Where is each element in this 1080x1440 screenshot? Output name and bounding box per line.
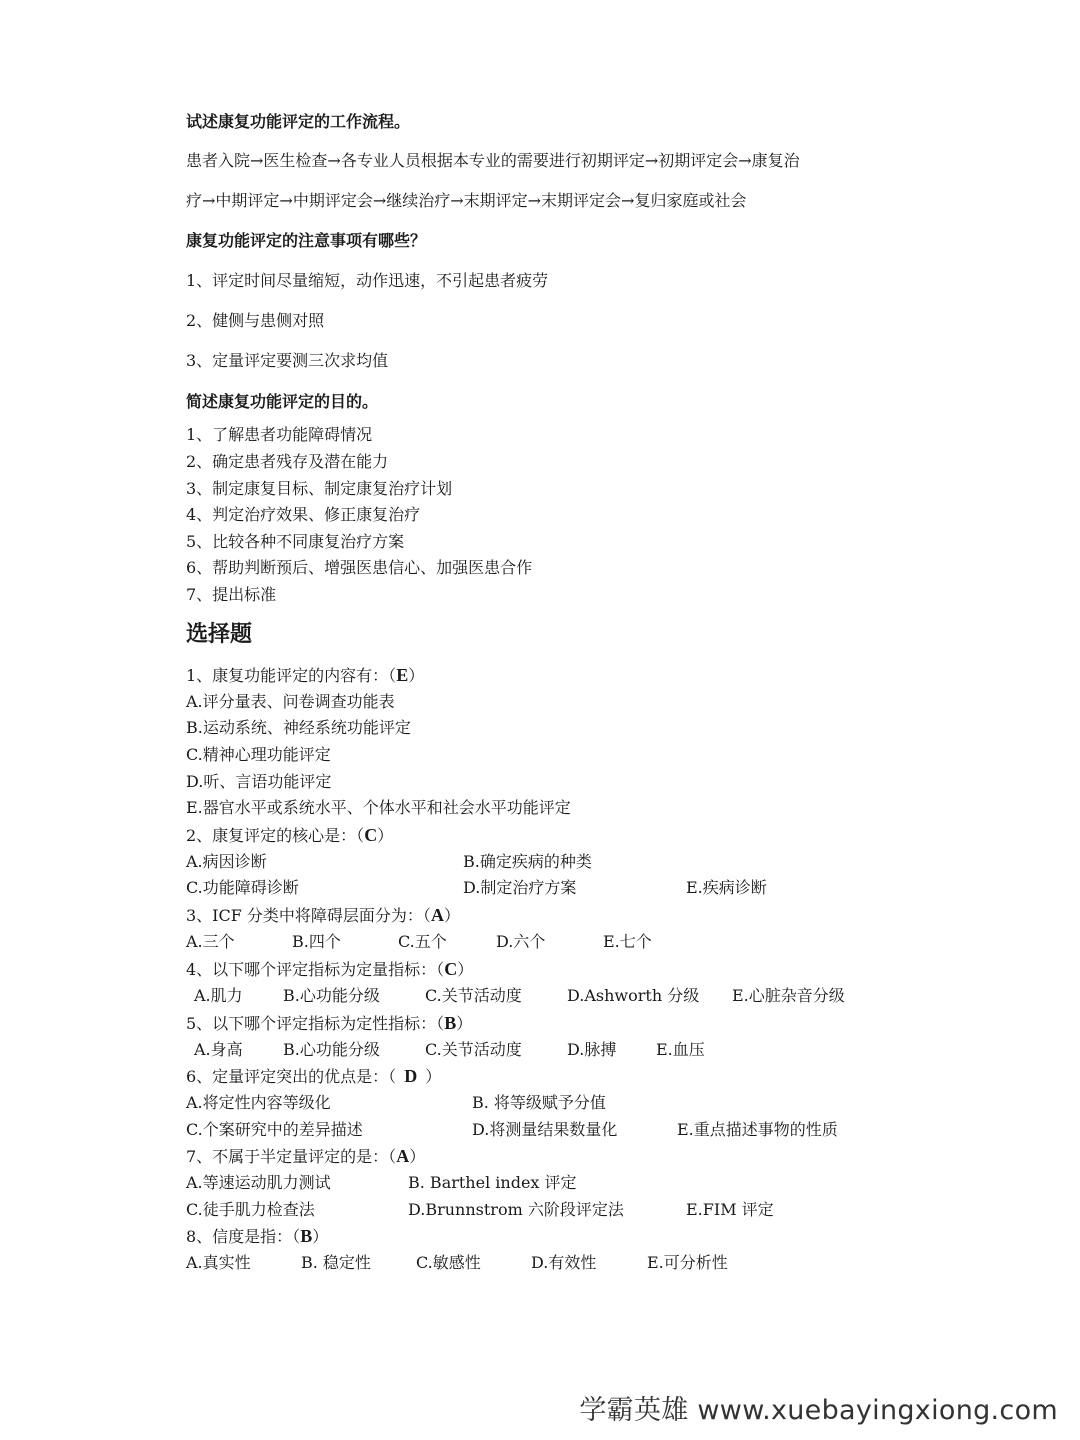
q5-option: A.身高 [194, 1040, 243, 1059]
question-close: ） [408, 666, 425, 685]
q3-option: A.三个 [186, 932, 235, 951]
q3-option: C.五个 [398, 932, 447, 951]
q4-option: D.Ashworth 分级 [567, 986, 700, 1005]
watermark: 学霸英雄 www.xuebayingxiong.com [579, 1395, 1058, 1426]
q7-option: A.等速运动肌力测试 [186, 1173, 331, 1192]
question-3 [186, 905, 460, 926]
q5-option: D.脉搏 [567, 1040, 617, 1059]
q1-option: A.评分量表、问卷调查功能表 [186, 692, 395, 711]
precaution-item: 1、评定时间尽量缩短，动作迅速，不引起患者疲劳 [186, 271, 549, 290]
question-stem: 7、不属于半定量评定的是：（ [186, 1147, 397, 1166]
q3-option: B.四个 [292, 932, 341, 951]
purpose-item: 4、判定治疗效果、修正康复治疗 [186, 505, 421, 524]
q7-option: B. Barthel index 评定 [408, 1173, 577, 1192]
question-stem: 8、信度是指：（ [186, 1227, 301, 1246]
question-close: ） [425, 1067, 442, 1086]
q7-option: D.Brunnstrom 六阶段评定法 [408, 1200, 624, 1219]
purpose-item: 2、确定患者残存及潜在能力 [186, 452, 389, 471]
q3-option: D.六个 [496, 932, 546, 951]
q1-option: B.运动系统、神经系统功能评定 [186, 718, 411, 737]
section-heading-purpose: 简述康复功能评定的目的。 [186, 392, 379, 411]
q8-option: C.敏感性 [416, 1253, 481, 1272]
q4-option: A.肌力 [194, 986, 243, 1005]
q6-option: E.重点描述事物的性质 [677, 1120, 838, 1139]
question-close: ） [312, 1227, 329, 1246]
question-close: ） [377, 826, 394, 845]
question-close: ） [443, 906, 460, 925]
purpose-item: 5、比较各种不同康复治疗方案 [186, 532, 405, 551]
question-answer: C [364, 825, 378, 845]
purpose-item: 1、了解患者功能障碍情况 [186, 425, 373, 444]
purpose-item: 3、制定康复目标、制定康复治疗计划 [186, 479, 453, 498]
q2-option: D.制定治疗方案 [463, 878, 577, 897]
section-heading-workflow: 试述康复功能评定的工作流程。 [186, 112, 411, 131]
precaution-item: 2、健侧与患侧对照 [186, 311, 325, 330]
q6-option: B. 将等级赋予分值 [472, 1093, 606, 1112]
question-stem: 1、康复功能评定的内容有：（ [186, 666, 397, 685]
question-7 [186, 1146, 425, 1167]
q2-option: B.确定疾病的种类 [463, 852, 592, 871]
purpose-item: 6、帮助判断预后、增强医患信心、加强医患合作 [186, 558, 533, 577]
question-stem: 2、康复评定的核心是：（ [186, 826, 365, 845]
q6-option: C.个案研究中的差异描述 [186, 1120, 363, 1139]
q1-option: D.听、言语功能评定 [186, 772, 332, 791]
q7-option: C.徒手肌力检查法 [186, 1200, 315, 1219]
question-answer: C [444, 959, 458, 979]
precaution-item: 3、定量评定要测三次求均值 [186, 351, 389, 370]
question-close: ） [409, 1147, 426, 1166]
q5-option: C.关节活动度 [425, 1040, 522, 1059]
question-stem: 5、以下哪个评定指标为定性指标：（ [186, 1014, 445, 1033]
q4-option: B.心功能分级 [283, 986, 380, 1005]
question-8 [186, 1226, 328, 1247]
question-6 [186, 1066, 441, 1087]
q5-option: B.心功能分级 [283, 1040, 380, 1059]
q6-option: A.将定性内容等级化 [186, 1093, 331, 1112]
choice-section-title: 选择题 [186, 622, 253, 647]
question-close: ） [457, 960, 474, 979]
q2-option: A.病因诊断 [186, 852, 267, 871]
question-2 [186, 825, 393, 846]
q4-option: E.心脏杂音分级 [732, 986, 845, 1005]
question-answer: E [396, 665, 409, 685]
workflow-text-line-1: 患者入院→医生检查→各专业人员根据本专业的需要进行初期评定→初期评定会→康复治 [186, 151, 800, 170]
workflow-text-line-2: 疗→中期评定→中期评定会→继续治疗→末期评定→末期评定会→复归家庭或社会 [186, 191, 747, 210]
q8-option: A.真实性 [186, 1253, 251, 1272]
question-answer: B [444, 1013, 457, 1033]
q4-option: C.关节活动度 [425, 986, 522, 1005]
question-5 [186, 1013, 472, 1034]
question-answer: A [430, 905, 444, 925]
question-answer: B [300, 1226, 313, 1246]
question-close: ） [456, 1014, 473, 1033]
question-stem: 6、定量评定突出的优点是：（ [186, 1067, 397, 1086]
question-answer: D [404, 1066, 418, 1086]
q8-option: B. 稳定性 [301, 1253, 371, 1272]
q7-option: E.FIM 评定 [686, 1200, 774, 1219]
purpose-item: 7、提出标准 [186, 585, 277, 604]
question-1 [186, 665, 424, 686]
q1-option: E.器官水平或系统水平、个体水平和社会水平功能评定 [186, 798, 571, 817]
q5-option: E.血压 [656, 1040, 705, 1059]
q6-option: D.将测量结果数量化 [472, 1120, 618, 1139]
question-answer: A [396, 1146, 410, 1166]
q2-option: E.疾病诊断 [686, 878, 767, 897]
q8-option: E.可分析性 [647, 1253, 728, 1272]
question-stem: 3、ICF 分类中将障碍层面分为：（ [186, 906, 431, 925]
q8-option: D.有效性 [531, 1253, 597, 1272]
q2-option: C.功能障碍诊断 [186, 878, 299, 897]
question-stem: 4、以下哪个评定指标为定量指标：（ [186, 960, 445, 979]
q1-option: C.精神心理功能评定 [186, 745, 331, 764]
section-heading-precautions: 康复功能评定的注意事项有哪些？ [186, 231, 427, 250]
question-4 [186, 959, 473, 980]
q3-option: E.七个 [603, 932, 652, 951]
